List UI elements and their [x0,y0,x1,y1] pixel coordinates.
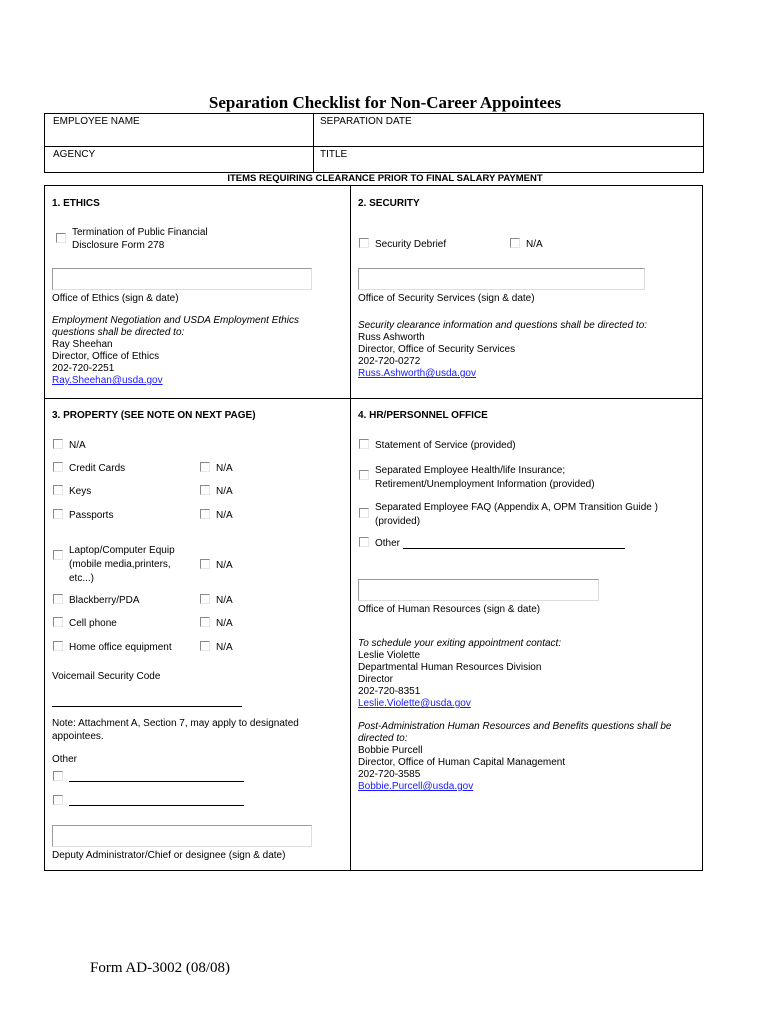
cell-phone-checkbox[interactable] [53,617,63,627]
form-278-label-line1: Termination of Public Financial [72,227,208,238]
blackberry-checkbox[interactable] [53,594,63,604]
keys-checkbox[interactable] [53,485,63,495]
ethics-contact-email-link[interactable]: Ray.Sheehan@usda.gov [52,375,163,386]
ethics-contact-name: Ray Sheehan [52,339,113,350]
laptop-label-line1: Laptop/Computer Equip [69,545,175,556]
credit-cards-checkbox[interactable] [53,462,63,472]
keys-na-label: N/A [216,486,233,497]
form-278-label-line2: Disclosure Form 278 [72,240,165,251]
passports-na-checkbox[interactable] [200,509,210,519]
property-na-label: N/A [69,440,86,451]
employee-name-label: EMPLOYEE NAME [53,116,140,127]
hr-post-note-line1: Post-Administration Human Resources and Benefits questions shall be [358,721,672,732]
employee-faq-label-line1: Separated Employee FAQ (Appendix A, OPM Transition Guide ) [375,502,658,513]
property-heading: 3. PROPERTY (SEE NOTE ON NEXT PAGE) [52,410,256,421]
hr-contact2-title: Director, Office of Human Capital Management [358,757,566,768]
hr-contact1-title: Director [358,674,394,685]
hr-other-line[interactable] [403,548,625,549]
property-other-checkbox-1[interactable] [53,771,63,781]
agency-label: AGENCY [53,149,96,160]
employee-name-field[interactable] [44,113,314,147]
grid-vertical-divider [350,185,351,871]
security-signature-label: Office of Security Services (sign & date) [358,293,535,304]
ethics-signature-field[interactable] [52,268,312,290]
hr-contact2-email-link[interactable]: Bobbie.Purcell@usda.gov [358,781,474,792]
passports-checkbox[interactable] [53,509,63,519]
hr-signature-label: Office of Human Resources (sign & date) [358,604,541,615]
home-office-na-checkbox[interactable] [200,641,210,651]
property-note-line2: appointees. [52,731,104,742]
ethics-contact-title: Director, Office of Ethics [52,351,160,362]
hr-contact2-name: Bobbie Purcell [358,745,423,756]
home-office-checkbox[interactable] [53,641,63,651]
blackberry-na-label: N/A [216,595,233,606]
security-heading: 2. SECURITY [358,198,420,209]
property-other-label: Other [52,754,78,765]
laptop-checkbox[interactable] [53,550,63,560]
separation-date-field[interactable] [313,113,704,147]
voicemail-label: Voicemail Security Code [52,671,161,682]
separation-date-label: SEPARATION DATE [320,116,412,127]
ethics-signature-label: Office of Ethics (sign & date) [52,293,179,304]
cell-phone-na-label: N/A [216,618,233,629]
credit-cards-na-label: N/A [216,463,233,474]
security-note: Security clearance information and questions shall be directed to: [358,320,648,331]
health-insurance-checkbox[interactable] [359,470,369,480]
security-contact-name: Russ Ashworth [358,332,425,343]
hr-other-label: Other [375,538,401,549]
cell-phone-na-checkbox[interactable] [200,617,210,627]
deputy-signature-label: Deputy Administrator/Chief or designee (sign & date) [52,850,286,861]
home-office-na-label: N/A [216,642,233,653]
hr-contact1-phone: 202-720-8351 [358,686,421,697]
security-signature-field[interactable] [358,268,645,290]
security-contact-phone: 202-720-0272 [358,356,421,367]
passports-label: Passports [69,510,114,521]
hr-schedule-note: To schedule your exiting appointment contact: [358,638,562,649]
ethics-note-line1: Employment Negotiation and USDA Employment Ethics [52,315,299,326]
security-contact-email-link[interactable]: Russ.Ashworth@usda.gov [358,368,476,379]
voicemail-code-line[interactable] [52,706,242,707]
credit-cards-label: Credit Cards [69,463,126,474]
blackberry-label: Blackberry/PDA [69,595,140,606]
cell-phone-label: Cell phone [69,618,117,629]
clearance-banner: ITEMS REQUIRING CLEARANCE PRIOR TO FINAL SALARY PAYMENT [227,173,543,184]
hr-contact2-phone: 202-720-3585 [358,769,421,780]
property-other-line-1[interactable] [69,781,244,782]
hr-signature-field[interactable] [358,579,599,601]
deputy-signature-field[interactable] [52,825,312,847]
laptop-na-checkbox[interactable] [200,559,210,569]
laptop-label-line2: (mobile media,printers, [69,559,171,570]
hr-post-note-line2: directed to: [358,733,408,744]
statement-of-service-label: Statement of Service (provided) [375,440,516,451]
property-other-checkbox-2[interactable] [53,795,63,805]
security-debrief-label: Security Debrief [375,239,447,250]
property-na-checkbox[interactable] [53,439,63,449]
title-field[interactable] [313,146,704,173]
blackberry-na-checkbox[interactable] [200,594,210,604]
security-contact-title: Director, Office of Security Services [358,344,516,355]
security-na-checkbox[interactable] [510,238,520,248]
ethics-contact-phone: 202-720-2251 [52,363,115,374]
laptop-label-line3: etc...) [69,573,95,584]
employee-faq-label-line2: (provided) [375,516,421,527]
hr-heading: 4. HR/PERSONNEL OFFICE [358,410,488,421]
security-debrief-checkbox[interactable] [359,238,369,248]
health-insurance-label-line1: Separated Employee Health/life Insurance; [375,465,566,476]
hr-contact1-email-link[interactable]: Leslie.Violette@usda.gov [358,698,471,709]
ethics-note-line2: questions shall be directed to: [52,327,185,338]
agency-field[interactable] [44,146,314,173]
grid-horizontal-divider [44,398,703,399]
passports-na-label: N/A [216,510,233,521]
laptop-na-label: N/A [216,560,233,571]
page-title: Separation Checklist for Non-Career Appointees [208,93,562,112]
title-label: TITLE [320,149,348,160]
property-note-line1: Note: Attachment A, Section 7, may apply to designated [52,718,299,729]
ethics-heading: 1. ETHICS [52,198,100,209]
keys-label: Keys [69,486,92,497]
property-other-line-2[interactable] [69,805,244,806]
form-278-checkbox[interactable] [56,233,66,243]
security-na-label: N/A [526,239,543,250]
hr-contact1-division: Departmental Human Resources Division [358,662,542,673]
keys-na-checkbox[interactable] [200,485,210,495]
form-number-footer: Form AD-3002 (08/08) [90,960,230,976]
employee-faq-checkbox[interactable] [359,508,369,518]
health-insurance-label-line2: Retirement/Unemployment Information (provided) [375,479,595,490]
statement-of-service-checkbox[interactable] [359,439,369,449]
hr-contact1-name: Leslie Violette [358,650,421,661]
home-office-label: Home office equipment [69,642,172,653]
credit-cards-na-checkbox[interactable] [200,462,210,472]
hr-other-checkbox[interactable] [359,537,369,547]
